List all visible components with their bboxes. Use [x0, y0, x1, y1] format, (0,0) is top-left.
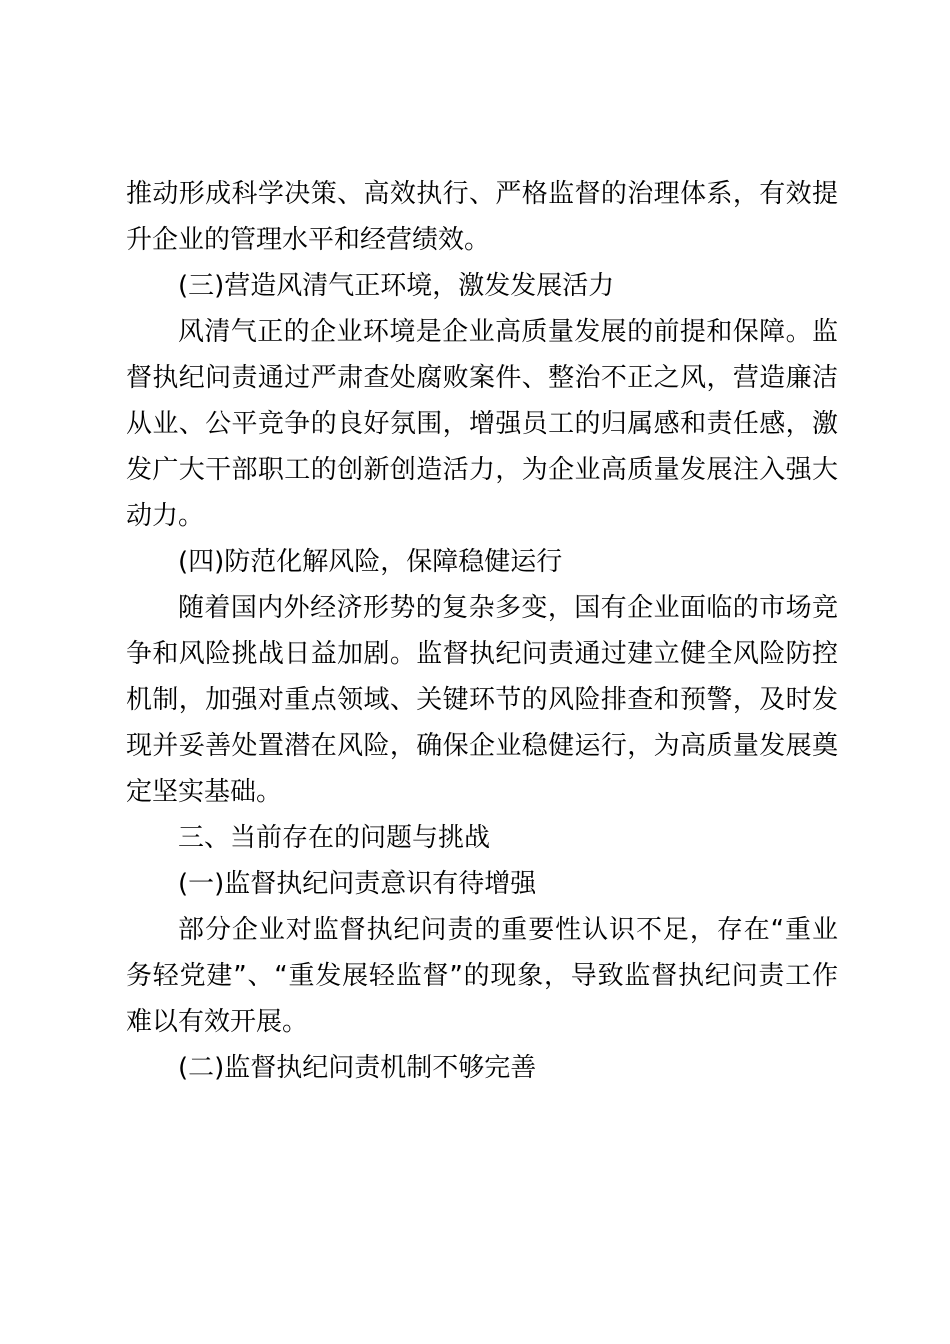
- section-heading-1: (一)监督执纪问责意识有待增强: [178, 869, 537, 899]
- section-heading-3: (三)营造风清气正环境，激发发展活力: [178, 271, 615, 301]
- paragraph-environment: 风清气正的企业环境是企业高质量发展的前提和保障。监督执纪问责通过严肃查处腐败案件、整治不正之风，营造廉洁从业、公平竞争的良好氛围，增强员工的归属感和责任感，激发广大干部职工的创新创造活力，为企业高质量发展注入强大动力。: [126, 317, 838, 531]
- paragraph-continuation: 推动形成科学决策、高效执行、严格监督的治理体系，有效提升企业的管理水平和经营绩效。: [126, 179, 838, 255]
- chapter-heading-3: 三、当前存在的问题与挑战: [178, 823, 491, 853]
- document-body: [126, 171, 838, 1091]
- section-heading-2: (二)监督执纪问责机制不够完善: [178, 1053, 537, 1083]
- paragraph-risk: 随着国内外经济形势的复杂多变，国有企业面临的市场竞争和风险挑战日益加剧。监督执纪问责通过建立健全风险防控机制，加强对重点领域、关键环节的风险排查和预警，及时发现并妥善处置潜在风险，确保企业稳健运行，为高质量发展奠定坚实基础。: [126, 593, 838, 807]
- paragraph-awareness: 部分企业对监督执纪问责的重要性认识不足，存在“重业务轻党建”、“重发展轻监督”的现象，导致监督执纪问责工作难以有效开展。: [126, 915, 838, 1037]
- section-heading-4: (四)防范化解风险，保障稳健运行: [178, 547, 563, 577]
